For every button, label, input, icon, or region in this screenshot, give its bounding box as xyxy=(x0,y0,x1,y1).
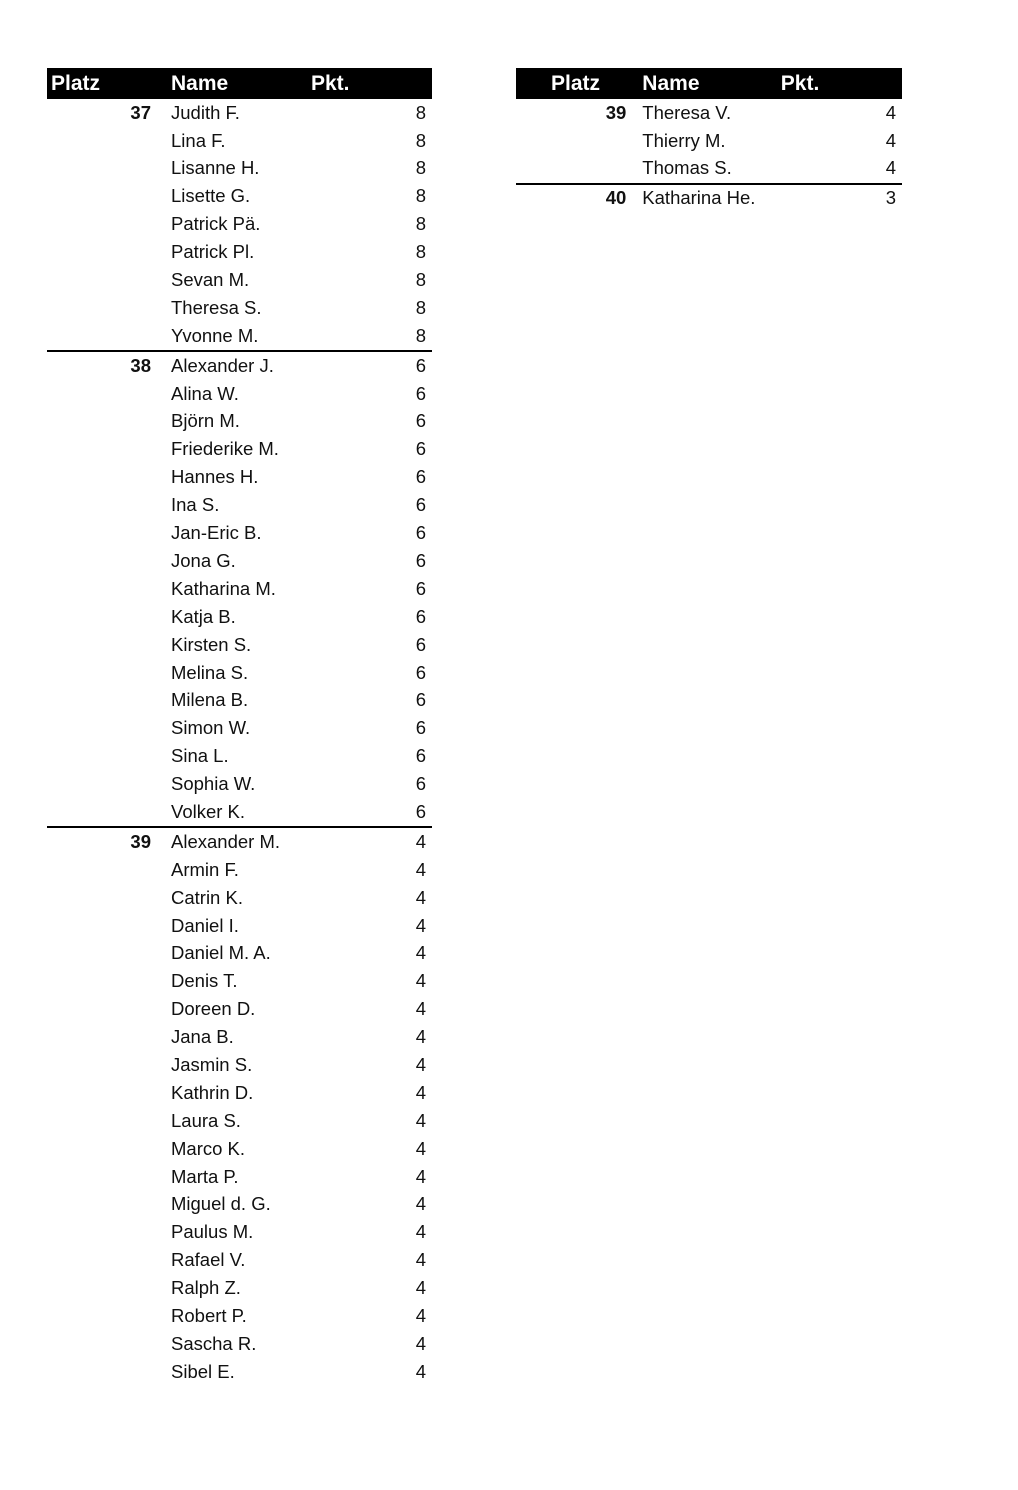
points-cell: 6 xyxy=(415,466,426,488)
points-cell: 6 xyxy=(415,661,426,683)
name-cell: Melina S. xyxy=(171,661,249,683)
name-cell: Doreen D. xyxy=(171,998,256,1020)
name-cell: Katharina M. xyxy=(171,577,276,599)
table-row xyxy=(47,856,432,884)
name-cell: Ina S. xyxy=(171,494,220,516)
name-cell: Paulus M. xyxy=(171,1221,254,1243)
table-row xyxy=(47,1330,432,1358)
points-cell: 4 xyxy=(415,1332,426,1354)
ranking-table-right xyxy=(516,68,902,213)
name-cell: Miguel d. G. xyxy=(171,1193,271,1215)
name-cell: Sophia W. xyxy=(171,773,256,795)
rank-cell xyxy=(47,1023,167,1051)
name-cell: Alina W. xyxy=(171,382,239,404)
points-cell: 8 xyxy=(415,296,426,318)
table-row xyxy=(47,266,432,294)
table-body xyxy=(47,99,432,1386)
rank-cell xyxy=(47,491,167,519)
name-cell: Jona G. xyxy=(171,549,236,571)
points-cell: 6 xyxy=(415,410,426,432)
points-cell: 6 xyxy=(415,633,426,655)
name-cell: Yvonne M. xyxy=(171,324,259,346)
points-cell: 6 xyxy=(415,494,426,516)
table-row xyxy=(47,1247,432,1275)
table-row xyxy=(47,322,432,351)
name-cell: Judith F. xyxy=(171,101,240,123)
table-row xyxy=(47,742,432,770)
rank-cell xyxy=(516,155,636,184)
rank-cell xyxy=(47,996,167,1024)
rank-cell xyxy=(47,1079,167,1107)
points-cell: 6 xyxy=(415,717,426,739)
points-cell: 4 xyxy=(415,1360,426,1382)
table-row xyxy=(47,996,432,1024)
points-cell: 6 xyxy=(415,577,426,599)
points-cell: 8 xyxy=(415,213,426,235)
rank-cell xyxy=(47,1163,167,1191)
name-cell: Katja B. xyxy=(171,605,236,627)
table-row xyxy=(47,912,432,940)
points-cell: 4 xyxy=(415,970,426,992)
rank-cell xyxy=(47,659,167,687)
table-row xyxy=(47,238,432,266)
table-row xyxy=(47,798,432,827)
table-row xyxy=(47,715,432,743)
rank-cell xyxy=(47,238,167,266)
name-cell: Volker K. xyxy=(171,800,246,822)
column-header-platz: Platz xyxy=(47,68,167,99)
rank-cell xyxy=(47,856,167,884)
rank-cell xyxy=(47,1274,167,1302)
rank-cell xyxy=(47,912,167,940)
table-row xyxy=(47,687,432,715)
rank-cell xyxy=(47,436,167,464)
name-cell: Jana B. xyxy=(171,1026,234,1048)
points-cell: 6 xyxy=(415,549,426,571)
table-row xyxy=(47,155,432,183)
name-cell: Denis T. xyxy=(171,970,238,992)
name-cell: Thomas S. xyxy=(642,157,732,179)
name-cell: Robert P. xyxy=(171,1304,247,1326)
rank-cell: 37 xyxy=(130,101,151,123)
points-cell: 4 xyxy=(415,1304,426,1326)
rank-cell xyxy=(47,968,167,996)
table-row xyxy=(47,1302,432,1330)
points-cell: 4 xyxy=(415,1081,426,1103)
table-row xyxy=(47,1079,432,1107)
table-row xyxy=(47,211,432,239)
name-cell: Patrick Pä. xyxy=(171,213,261,235)
points-cell: 8 xyxy=(415,241,426,263)
table-row xyxy=(47,1358,432,1386)
rank-cell xyxy=(47,798,167,827)
points-cell: 6 xyxy=(357,351,432,380)
table-row xyxy=(47,1107,432,1135)
points-cell: 4 xyxy=(415,1026,426,1048)
points-cell: 4 xyxy=(415,914,426,936)
points-cell: 6 xyxy=(415,522,426,544)
header-row xyxy=(516,68,902,99)
rank-cell xyxy=(47,1302,167,1330)
name-cell: Thierry M. xyxy=(642,129,726,151)
table-row xyxy=(516,127,902,155)
name-cell: Lisanne H. xyxy=(171,157,260,179)
points-cell: 4 xyxy=(885,157,896,179)
table-row xyxy=(47,408,432,436)
points-cell: 4 xyxy=(415,1165,426,1187)
column-header-name: Name xyxy=(167,68,357,99)
rank-cell xyxy=(516,127,636,155)
rank-cell xyxy=(47,1358,167,1386)
points-cell: 3 xyxy=(827,184,902,213)
rank-cell xyxy=(47,1107,167,1135)
name-cell: Simon W. xyxy=(171,717,251,739)
table-row xyxy=(47,519,432,547)
rank-cell xyxy=(47,1135,167,1163)
name-cell: Friederike M. xyxy=(171,438,279,460)
table-header xyxy=(47,68,432,99)
column-header-pkt: Pkt. xyxy=(357,68,432,99)
column-header-platz: Platz xyxy=(516,68,636,99)
table-row xyxy=(47,1274,432,1302)
table-row xyxy=(47,603,432,631)
rank-cell xyxy=(47,464,167,492)
table-row xyxy=(47,491,432,519)
rank-cell xyxy=(47,127,167,155)
points-cell: 8 xyxy=(415,101,426,123)
table-row xyxy=(47,968,432,996)
points-cell: 4 xyxy=(415,1277,426,1299)
rank-cell xyxy=(47,715,167,743)
points-cell: 8 xyxy=(415,157,426,179)
name-cell: Katharina He. xyxy=(636,184,826,213)
name-cell: Sibel E. xyxy=(171,1360,235,1382)
name-cell: Marco K. xyxy=(171,1137,246,1159)
table-row xyxy=(47,1051,432,1079)
ranking-table-left xyxy=(47,68,432,1386)
points-cell: 4 xyxy=(415,1249,426,1271)
rank-cell xyxy=(47,1051,167,1079)
rank-cell xyxy=(47,575,167,603)
rank-cell xyxy=(47,884,167,912)
name-cell: Theresa V. xyxy=(642,101,732,123)
points-cell: 4 xyxy=(357,827,432,856)
table-row xyxy=(47,1135,432,1163)
points-cell: 4 xyxy=(885,101,896,123)
rank-cell xyxy=(47,380,167,408)
table-row xyxy=(47,770,432,798)
table-row xyxy=(47,1191,432,1219)
table-row xyxy=(47,940,432,968)
points-cell: 6 xyxy=(415,382,426,404)
table-row xyxy=(47,436,432,464)
table-row xyxy=(47,183,432,211)
table-row xyxy=(516,184,902,213)
rank-cell xyxy=(47,687,167,715)
table-row xyxy=(47,547,432,575)
points-cell: 8 xyxy=(415,185,426,207)
name-cell: Kirsten S. xyxy=(171,633,252,655)
rank-cell xyxy=(47,211,167,239)
points-cell: 6 xyxy=(415,745,426,767)
points-cell: 6 xyxy=(415,605,426,627)
name-cell: Armin F. xyxy=(171,858,239,880)
name-cell: Lisette G. xyxy=(171,185,251,207)
points-cell: 4 xyxy=(415,1137,426,1159)
rank-cell xyxy=(47,155,167,183)
points-cell: 4 xyxy=(415,1053,426,1075)
table-row xyxy=(47,294,432,322)
points-cell: 8 xyxy=(415,129,426,151)
table-row xyxy=(47,884,432,912)
name-cell: Theresa S. xyxy=(171,296,262,318)
rank-cell: 40 xyxy=(516,184,636,213)
name-cell: Hannes H. xyxy=(171,466,259,488)
name-cell: Jan-Eric B. xyxy=(171,522,262,544)
name-cell: Ralph Z. xyxy=(171,1277,241,1299)
table-row xyxy=(47,351,432,380)
rank-cell xyxy=(47,322,167,351)
table-row xyxy=(47,631,432,659)
points-cell: 6 xyxy=(415,689,426,711)
rank-cell xyxy=(47,408,167,436)
header-row xyxy=(47,68,432,99)
name-cell: Jasmin S. xyxy=(171,1053,253,1075)
table-row xyxy=(47,1219,432,1247)
name-cell: Björn M. xyxy=(171,410,240,432)
table-row xyxy=(516,99,902,127)
table-row xyxy=(47,1163,432,1191)
points-cell: 8 xyxy=(415,269,426,291)
column-header-pkt: Pkt. xyxy=(827,68,902,99)
points-cell: 6 xyxy=(415,800,426,822)
name-cell: Patrick Pl. xyxy=(171,241,255,263)
name-cell: Alexander J. xyxy=(167,351,357,380)
points-cell: 4 xyxy=(885,129,896,151)
name-cell: Daniel I. xyxy=(171,914,239,936)
rank-cell: 38 xyxy=(47,351,167,380)
rank-cell xyxy=(47,1191,167,1219)
rank-cell xyxy=(47,1219,167,1247)
name-cell: Milena B. xyxy=(171,689,249,711)
table-body xyxy=(516,99,902,213)
points-cell: 4 xyxy=(415,1193,426,1215)
rank-cell xyxy=(47,603,167,631)
rank-cell xyxy=(47,294,167,322)
name-cell: Sina L. xyxy=(171,745,229,767)
points-cell: 4 xyxy=(415,886,426,908)
table-row xyxy=(47,99,432,127)
rank-cell xyxy=(47,183,167,211)
rank-cell xyxy=(47,547,167,575)
rank-cell xyxy=(47,631,167,659)
rank-cell: 39 xyxy=(47,827,167,856)
name-cell: Rafael V. xyxy=(171,1249,246,1271)
name-cell: Marta P. xyxy=(171,1165,239,1187)
rank-cell xyxy=(47,770,167,798)
name-cell: Lina F. xyxy=(171,129,226,151)
points-cell: 4 xyxy=(415,998,426,1020)
table-row xyxy=(47,575,432,603)
points-cell: 6 xyxy=(415,773,426,795)
rank-cell xyxy=(47,940,167,968)
table-row xyxy=(47,464,432,492)
table-header xyxy=(516,68,902,99)
table-row xyxy=(516,155,902,184)
name-cell: Catrin K. xyxy=(171,886,243,908)
rank-cell xyxy=(47,519,167,547)
name-cell: Sevan M. xyxy=(171,269,250,291)
name-cell: Kathrin D. xyxy=(171,1081,254,1103)
rank-cell xyxy=(47,742,167,770)
rank-cell xyxy=(47,1330,167,1358)
points-cell: 4 xyxy=(415,1109,426,1131)
rank-cell xyxy=(47,266,167,294)
name-cell: Sascha R. xyxy=(171,1332,257,1354)
points-cell: 8 xyxy=(415,324,426,346)
table-row xyxy=(47,127,432,155)
name-cell: Daniel M. A. xyxy=(171,942,271,964)
table-row xyxy=(47,380,432,408)
table-row xyxy=(47,827,432,856)
points-cell: 6 xyxy=(415,438,426,460)
points-cell: 4 xyxy=(415,1221,426,1243)
name-cell: Alexander M. xyxy=(167,827,357,856)
points-cell: 4 xyxy=(415,858,426,880)
points-cell: 4 xyxy=(415,942,426,964)
name-cell: Laura S. xyxy=(171,1109,241,1131)
column-header-name: Name xyxy=(636,68,826,99)
table-row xyxy=(47,659,432,687)
table-row xyxy=(47,1023,432,1051)
rank-cell: 39 xyxy=(605,101,627,123)
rank-cell xyxy=(47,1247,167,1275)
